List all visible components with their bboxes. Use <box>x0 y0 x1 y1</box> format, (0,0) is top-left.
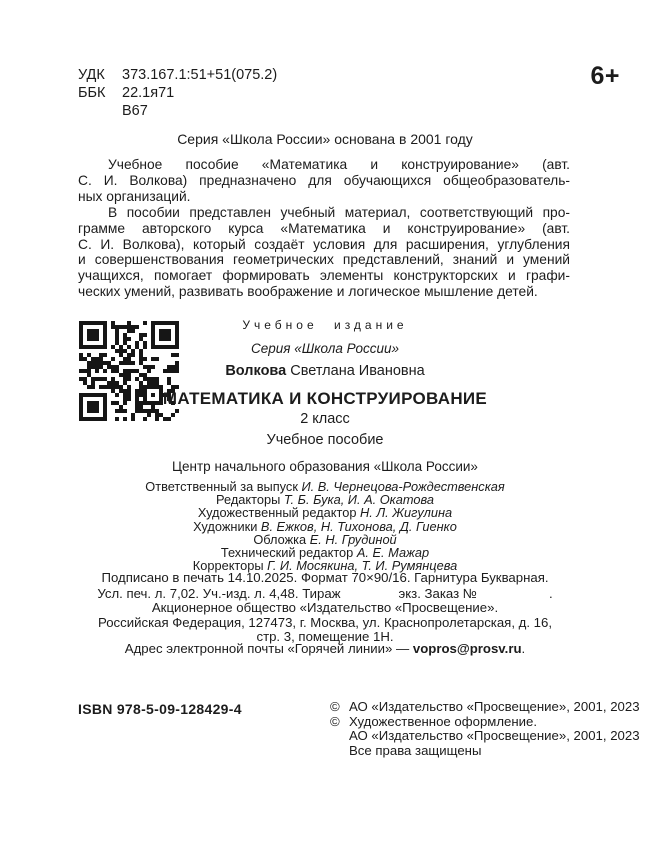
credit-role: Художники <box>193 518 261 534</box>
annotation <box>78 157 570 300</box>
annotation-line: и совершенствования геометрических представлений, знаний и умений <box>78 252 570 268</box>
credit-role: Художественный редактор <box>197 505 361 521</box>
credit-role: Обложка <box>253 531 310 547</box>
edition-author <box>0 363 650 379</box>
annotation-line: Учебное пособие «Математика и конструирование» (авт. <box>108 157 570 172</box>
credit-names: Е. Н. Грудиной <box>309 531 397 547</box>
annotation-line: ческих умений, развивать воображение и логическое мышление детей. <box>78 284 538 300</box>
book-code: В67 <box>122 103 148 119</box>
annotation-line: учащихся, помогает формировать элементы конструкторских и графи- <box>78 268 570 284</box>
hotline-email: vopros@prosv.ru <box>412 641 522 656</box>
credit-names: Г. И. Мосякина, Т. И. Румянцева <box>267 558 458 574</box>
age-rating-badge: 6+ <box>590 62 620 90</box>
bbk-label: ББК <box>78 85 106 101</box>
credit-names: В. Ежков, Н. Тихонова, Д. Гиенко <box>260 518 457 534</box>
credit-names: А. Е. Мажар <box>356 545 430 561</box>
email-label: Адрес электронной почты «Горячей линии» — <box>124 641 413 656</box>
credit-role: Редакторы <box>216 492 284 508</box>
code-spacer <box>78 102 122 120</box>
education-center: Центр начального образования «Школа России» <box>172 459 478 474</box>
copyright-block <box>330 700 640 758</box>
author-surname: Волкова <box>225 363 287 379</box>
publisher-line: Российская Федерация, 127473, г. Москва, ул. Краснопролетарская, д. 16, <box>98 614 552 630</box>
credit-role: Корректоры <box>192 558 268 574</box>
credit-names: И. В. Чернецова-Рождественская <box>301 479 505 494</box>
edition-type: Учебное пособие <box>266 432 384 448</box>
publisher-line: Акционерное общество «Издательство «Просвещение». <box>151 600 499 615</box>
print-date-line: Подписано в печать 14.10.2025. Формат 70×90/16. Гарнитура Букварная. <box>101 570 549 585</box>
print-info <box>0 570 650 601</box>
email-suffix: . <box>521 641 526 656</box>
copyright-mark: © <box>330 713 340 729</box>
credit-role: Технический редактор <box>220 545 357 561</box>
copyright-text: Все права защищены <box>349 742 482 758</box>
annotation-line: грамме авторского курса «Математика и конструирование» (авт. <box>78 220 570 236</box>
volume-line-end: . <box>548 585 553 601</box>
edition-series: Серия «Школа России» <box>250 341 399 356</box>
annotation-line: С. И. Волкова) предназначено для обучающихся общеобразователь- <box>78 172 570 188</box>
copyright-text: АО «Издательство «Просвещение», 2001, 2023 <box>349 728 640 744</box>
udk-label: УДК <box>78 67 105 83</box>
copyright-mark <box>330 729 349 744</box>
credit-role: Ответственный за выпуск <box>145 479 302 494</box>
credit-names: Н. Л. Жигулина <box>360 505 453 521</box>
annotation-line: С. И. Волкова), который создаёт условия для расширения, углубления <box>78 236 570 252</box>
volume-line-start: Усл. печ. л. 7,02. Уч.-изд. л. 4,48. Тираж <box>97 585 341 601</box>
copyright-text: Художественное оформление. <box>349 713 538 729</box>
volume-line <box>0 586 650 602</box>
publisher-address <box>0 601 650 645</box>
edition-kind: Учебное издание <box>242 318 408 332</box>
isbn: ISBN 978-5-09-128429-4 <box>78 701 242 717</box>
bbk-value: 22.1я71 <box>122 85 175 101</box>
series-founded-note: Серия «Школа России» основана в 2001 году <box>177 131 473 147</box>
publisher-line: стр. 3, помещение 1Н. <box>256 629 394 644</box>
book-title: МАТЕМАТИКА И КОНСТРУИРОВАНИЕ <box>162 389 488 408</box>
book-grade: 2 класс <box>300 411 350 427</box>
annotation-line: В пособии представлен учебный материал, соответствующий про- <box>108 204 570 220</box>
udk-value: 373.167.1:51+51(075.2) <box>122 67 278 83</box>
author-name: Светлана Ивановна <box>286 363 425 379</box>
copyright-text: АО «Издательство «Просвещение», 2001, 2023 <box>349 699 640 714</box>
credit-names: Т. Б. Бука, И. А. Окатова <box>283 492 434 508</box>
credits-list <box>0 480 650 572</box>
hotline-email-line <box>0 641 650 656</box>
copyright-mark <box>330 744 349 759</box>
classification-codes <box>78 66 277 120</box>
annotation-line: ных организаций. <box>78 188 191 204</box>
copyright-mark: © <box>330 699 340 714</box>
volume-line-mid: экз. Заказ № <box>398 585 477 601</box>
